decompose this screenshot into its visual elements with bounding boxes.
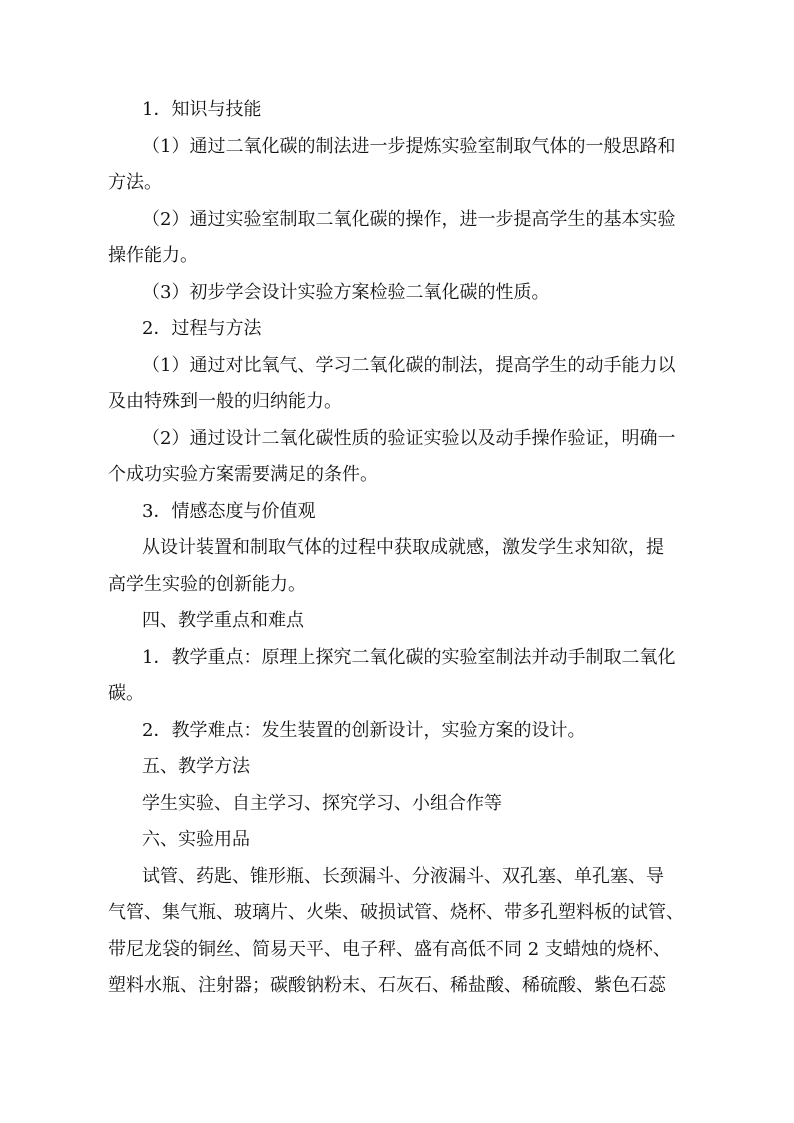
text-line: 试管、药匙、锥形瓶、长颈漏斗、分液漏斗、双孔塞、单孔塞、导: [142, 865, 664, 887]
text-line: 2．过程与方法: [142, 318, 262, 339]
text-line: 及由特殊到一般的归纳能力。: [108, 391, 342, 412]
text-line: 1．教学重点：原理上探究二氧化碳的实验室制法并动手制取二氧化: [142, 646, 676, 668]
text-line: 碳。: [108, 683, 144, 704]
text-line: 2．教学难点：发生装置的创新设计，实验方案的设计。: [142, 719, 586, 741]
text-line: 四、教学重点和难点: [142, 610, 304, 631]
text-line: 3．情感态度与价值观: [142, 500, 316, 522]
text-line: 个成功实验方案需要满足的条件。: [108, 464, 378, 485]
text-line: 高学生实验的创新能力。: [108, 573, 306, 595]
text-line: 学生实验、自主学习、探究学习、小组合作等: [142, 792, 502, 814]
text-line: 六、实验用品: [142, 829, 250, 850]
text-line: （1）通过对比氧气、学习二氧化碳的制法，提高学生的动手能力以: [142, 354, 676, 376]
text-line: 塑料水瓶、注射器；碳酸钠粉末、石灰石、稀盐酸、稀硫酸、紫色石蕊: [108, 975, 666, 996]
text-line: 1．知识与技能: [142, 99, 262, 120]
text-line: （2）通过设计二氧化碳性质的验证实验以及动手操作验证，明确一: [142, 427, 676, 449]
text-line: 气管、集气瓶、玻璃片、火柴、破损试管、烧杯、带多孔塑料板的试管、: [108, 902, 684, 923]
document-body: [108, 92, 694, 1005]
text-line: 操作能力。: [108, 245, 198, 266]
text-line: 从设计装置和制取气体的过程中获取成就感，激发学生求知欲，提: [142, 537, 664, 558]
text-line: （3）初步学会设计实验方案检验二氧化碳的性质。: [142, 281, 550, 303]
text-line: （2）通过实验室制取二氧化碳的操作，进一步提高学生的基本实验: [142, 208, 676, 230]
text-line: 五、教学方法: [142, 756, 250, 777]
text-line: （1）通过二氧化碳的制法进一步提炼实验室制取气体的一般思路和: [142, 135, 676, 157]
text-line: 方法。: [108, 172, 162, 193]
text-line: 带尼龙袋的铜丝、简易天平、电子秤、盛有高低不同 2 支蜡烛的烧杯、: [108, 938, 671, 960]
